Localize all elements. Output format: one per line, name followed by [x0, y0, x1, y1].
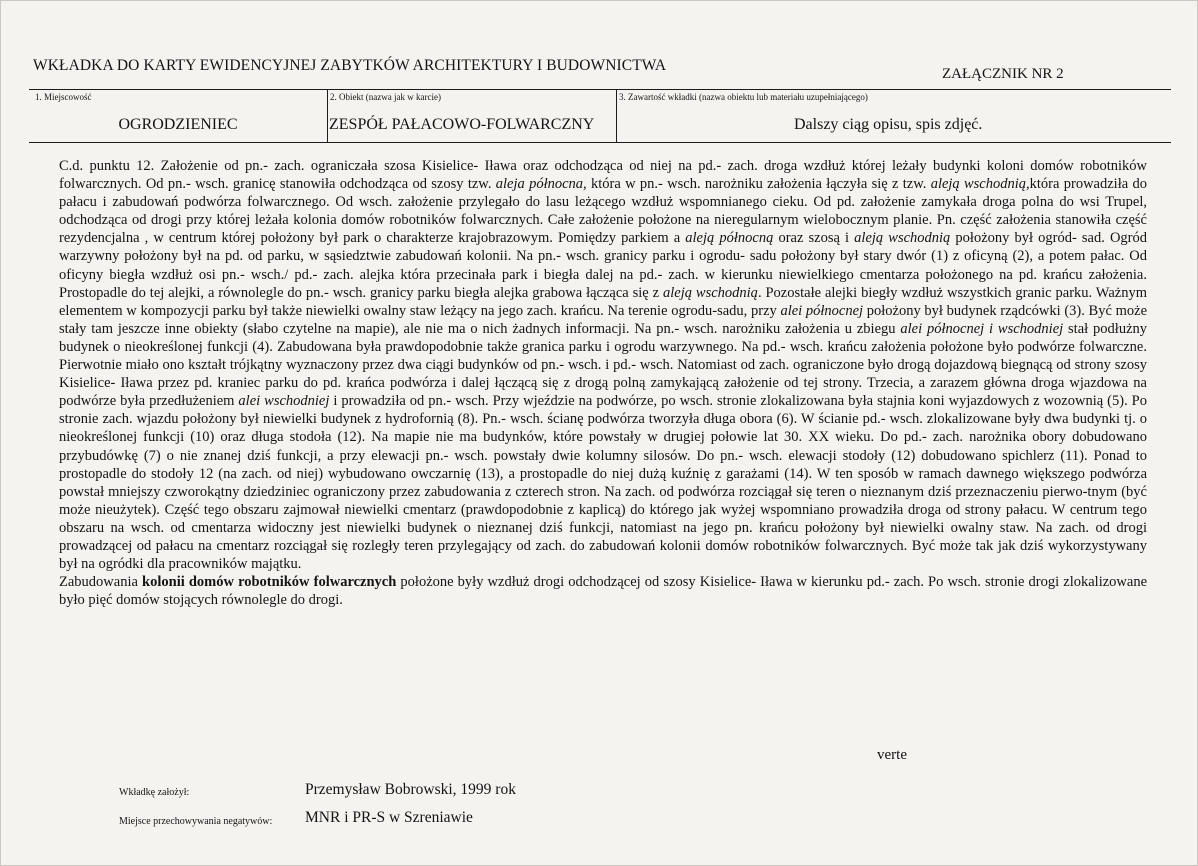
object-label: 2. Obiekt (nazwa jak w karcie) — [330, 92, 441, 102]
description-paragraph — [59, 573, 1147, 609]
italic-term: alei wschodniej — [238, 393, 330, 410]
author-value: Przemysław Bobrowski, 1999 rok — [305, 781, 516, 798]
object-cell — [327, 90, 617, 142]
text-run: położony był budynek rządcówki (3). Być może stały tam jeszcze inne obiekty (słabo czytelne na mapie), ale nie ma o nich żadnych informacji. Na pn.- wsch. narożniku założenia u zbiegu — [59, 302, 1148, 337]
italic-term: aleją północną — [685, 230, 774, 247]
verte-note: verte — [877, 747, 907, 763]
text-run: położony był ogród- sad. Ogród warzywny położony był na pd. od parku, w sąsiedztwie zabudowań kolonii. Na pn.- wsch. granicy parku i ogrodu- sadu położony był stary dwór (1) z oficyną (2), a potem pałac. Od oficyny biegła wzdłuż osi pn.- wsch./ pd.- zach. alejka która przecinała park i biegła dalej na pd.- zach. w kierunku niewielkiego cmentarza położonego na pd. krańcu założenia. Prostopadle do tej alejki, a równolegle do pn.- wsch. granicy parku biegła alejka grabowa łącząca się z — [59, 230, 1147, 301]
text-run: położone były wzdłuż drogi odchodzącej od szosy Kisielice- Iława w kierunku pd.- zach. Po wsch. stronie drogi zlokalizowane było pięć domów stojących równolegle do drogi. — [59, 574, 1148, 609]
author-label: Wkładkę założył: — [119, 787, 190, 798]
locality-label: 1. Miejscowość — [35, 92, 92, 102]
italic-term: alei północnej i wschodniej — [900, 320, 1064, 337]
italic-term: aleją wschodnią — [854, 230, 951, 247]
text-run: C.d. punktu 12. Założenie od pn.- zach. ograniczała szosa Kisielice- Iława oraz odchodząca od niej na pd.- zach. droga wzdłuż której leżały budynki koloni domów robotników folwarcznych. Od pn.- wsch. granicę stanowiła odchodząca od szosy tzw. — [59, 158, 1147, 193]
italic-term: aleją wschodnią — [663, 284, 758, 301]
contents-label: 3. Zawartość wkładki (nazwa obiektu lub materiału uzupełniającego) — [619, 92, 868, 102]
description-text — [59, 157, 1147, 609]
contents-cell — [616, 90, 1171, 142]
text-run: ,która prowadziła do pałacu i zabudowań podwórza folwarcznego. Od wsch. założenie przylegało do lasu leżącego wzdłuż wspomnianego cieku. Od pd. założenie zamykała droga polna do wsi Trupel, odchodząca od drogi przy której leżała kolonia domów robotników folwarcznych. Całe założenie położone na nieregularnym wielobocznym planie. Pn. część założenia stanowiła część rezydencjalna , w centrum której położony był park o charakterze krajobrazowym. Pomiędzy parkiem a — [59, 176, 1147, 247]
description-paragraph — [59, 157, 1147, 573]
italic-term: aleja północna — [495, 176, 584, 193]
fields-bottom-rule — [29, 142, 1171, 143]
italic-term: aleją wschodnią — [930, 176, 1027, 193]
text-run: oraz szosą i — [773, 230, 855, 247]
locality-cell — [29, 90, 328, 142]
annex-number: ZAŁĄCZNIK NR 2 — [942, 66, 1064, 82]
object-value: ZESPÓŁ PAŁACOWO-FOLWARCZNY — [329, 116, 595, 133]
storage-value: MNR i PR-S w Szreniawie — [305, 809, 473, 826]
text-run: . Pozostałe alejki biegły wzdłuż wszystkich granic parku. Ważnym elementem w kompozycji parku był także niewielki owalny staw leżący na jego zach. krańcu. Na terenie ogrodu-sadu, przy — [59, 284, 1147, 319]
contents-value: Dalszy ciąg opisu, spis zdjęć. — [794, 116, 983, 133]
text-run: , która w pn.- wsch. narożniku założenia łączyła się z tzw. — [583, 176, 931, 193]
document-title: WKŁADKA DO KARTY EWIDENCYJNEJ ZABYTKÓW ARCHITEKTURY I BUDOWNICTWA — [33, 57, 667, 74]
text-run: stał podłużny budynek o nieokreślonej funkcji (4). Zabudowana była prawdopodobnie także granica parku i ogrodu warzywnego. Na pd.- wsch. krańcu założenia położone było podwórze folwarczne. Pierwotnie miało ono kształt trójkątny wyznaczony przez dwa ciągi budynków od pn.- wsch. i pd.- wsch. Natomiast od zach. ograniczone było drogą dojazdową biegnącą od strony szosy Kisielice- Iława przez pd. kraniec parku do pd. krańca podwórza i dalej łączącą się z drogą polną zamykającą założenie od tej strony. Trzecia, a zarazem główna droga wjazdowa na podwórze była przedłużeniem — [59, 320, 1147, 410]
bold-term: kolonii domów robotników folwarcznych — [142, 574, 397, 591]
text-run: i prowadziła od pn.- wsch. Przy wjeździe na podwórze, po wsch. stronie zlokalizowana była stajnia koni wyjazdowych z wozownią (5). Po stronie zach. wjazdu położony był niewielki budynek z hydrofornią (8). Pn.- wsch. ścianę podwórza tworzyła długa obora (6). W ścianie pd.- wsch. zlokalizowane były dwa budynki tj. o nieokreślonej funkcji (10) oraz długa stodoła (12). Na mapie nie ma budynków, które powstały w drugiej połowie lat 30. XX wieku. Do pd.- zach. narożnika obory dobudowano przybudówkę (7) o nie znanej dziś funkcji, a przy elewacji pn.- wsch. powstały dwie kolumny silosów. Do pn.- wsch. elewacji stodoły (12) dobudowano spichlerz (11). Ponad to prostopadle do stodoły 12 (na zach. od niej) wybudowano owczarnię (13), a prostopadle do niej dużą kuźnię z garażami (14). W ten sposób w ramach dawnego większego podwórza powstał mniejszy czworokątny dziedziniec ograniczony przez zabudowania z czterech stron. Na zach. od podwórza rozciągał się teren o nieznanym dziś przeznaczeniu pierwo-tnym (być może nieużytek). Część tego obszaru zajmował niewielki cmentarz (prawdopodobnie z kaplicą) do którego jak wyżej wspomniano prowadziła droga od strony pałacu. W centrum tego obszaru na wsch. od cmentarza widoczny jest niewielki budynek o nieznanej dziś funkcji, natomiast na jego pn. krańcu położony był niewielki owalny staw. Na zach. od drogi prowadzącej od pałacu na cmentarz rozciągał się rozległy teren przylegający od zach. do zabudowań kolonii domów robotników folwarcznych. Być może tak jak dziś wykorzystywany był na ogródki dla pracowników majątku. — [59, 393, 1147, 573]
italic-term: alei północnej — [780, 302, 864, 319]
text-run: Zabudowania — [59, 574, 143, 591]
locality-value: OGRODZIENIEC — [118, 116, 238, 133]
storage-label: Miejsce przechowywania negatywów: — [119, 816, 273, 827]
